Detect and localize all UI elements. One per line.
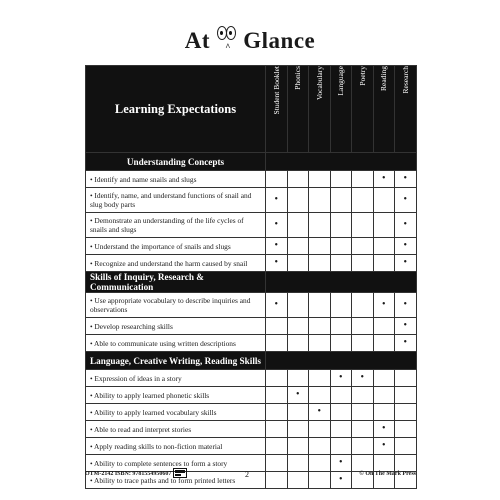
empty-cell bbox=[395, 370, 417, 387]
empty-cell bbox=[373, 387, 395, 404]
section-title: Skills of Inquiry, Research & Communication bbox=[86, 272, 266, 293]
check-mark-cell: • bbox=[373, 293, 395, 318]
check-mark-cell: • bbox=[266, 255, 288, 272]
empty-cell bbox=[309, 438, 331, 455]
empty-cell bbox=[395, 455, 417, 472]
empty-cell bbox=[373, 318, 395, 335]
empty-cell bbox=[266, 370, 288, 387]
page-number: 2 bbox=[245, 470, 249, 479]
check-mark-cell: • bbox=[395, 293, 417, 318]
empty-cell bbox=[330, 293, 352, 318]
check-mark-cell: • bbox=[373, 421, 395, 438]
empty-cell bbox=[266, 404, 288, 421]
empty-cell bbox=[266, 438, 288, 455]
empty-cell bbox=[330, 188, 352, 213]
section-header-filler bbox=[266, 352, 417, 370]
empty-cell bbox=[330, 387, 352, 404]
empty-cell bbox=[309, 171, 331, 188]
expectation-text: • Identify, name, and understand functions of snail and slug body parts bbox=[86, 188, 266, 213]
empty-cell bbox=[330, 404, 352, 421]
empty-cell bbox=[330, 238, 352, 255]
header-row bbox=[86, 66, 417, 153]
empty-cell bbox=[352, 188, 374, 213]
empty-cell bbox=[352, 455, 374, 472]
check-mark-cell: • bbox=[309, 404, 331, 421]
empty-cell bbox=[287, 188, 309, 213]
empty-cell bbox=[309, 335, 331, 352]
empty-cell bbox=[287, 318, 309, 335]
expectation-text: • Able to communicate using written descriptions bbox=[86, 335, 266, 352]
expectation-text: • Demonstrate an understanding of the life cycles of snails and slugs bbox=[86, 213, 266, 238]
empty-cell bbox=[266, 318, 288, 335]
expectation-text: • Develop researching skills bbox=[86, 318, 266, 335]
empty-cell bbox=[287, 335, 309, 352]
empty-cell bbox=[309, 387, 331, 404]
table-row bbox=[86, 255, 417, 272]
header-reading: Reading bbox=[373, 66, 395, 153]
check-mark-cell: • bbox=[266, 238, 288, 255]
empty-cell bbox=[266, 171, 288, 188]
page-title bbox=[0, 26, 500, 54]
empty-cell bbox=[352, 421, 374, 438]
empty-cell bbox=[309, 455, 331, 472]
table-row bbox=[86, 404, 417, 421]
googly-eyes-icon bbox=[217, 26, 237, 40]
empty-cell bbox=[287, 238, 309, 255]
table-row bbox=[86, 370, 417, 387]
expectation-text: • Apply reading skills to non-fiction material bbox=[86, 438, 266, 455]
table-row bbox=[86, 387, 417, 404]
empty-cell bbox=[352, 255, 374, 272]
check-mark-cell: • bbox=[395, 171, 417, 188]
expectation-text: • Ability to trace paths and to form printed letters bbox=[86, 472, 266, 489]
empty-cell bbox=[395, 421, 417, 438]
empty-cell bbox=[352, 335, 374, 352]
table-row bbox=[86, 335, 417, 352]
empty-cell bbox=[373, 455, 395, 472]
check-mark-cell: • bbox=[395, 238, 417, 255]
table-row bbox=[86, 213, 417, 238]
table-row bbox=[86, 238, 417, 255]
empty-cell bbox=[373, 255, 395, 272]
check-mark-cell: • bbox=[395, 188, 417, 213]
table-body bbox=[86, 153, 417, 489]
header-vocabulary: Vocabulary bbox=[309, 66, 331, 153]
title-word-glance: Glance bbox=[243, 28, 316, 53]
section-header-row bbox=[86, 272, 417, 293]
empty-cell bbox=[287, 455, 309, 472]
header-phonics: Phonics bbox=[287, 66, 309, 153]
empty-cell bbox=[266, 455, 288, 472]
check-mark-cell: • bbox=[352, 370, 374, 387]
empty-cell bbox=[287, 293, 309, 318]
check-mark-cell: • bbox=[266, 213, 288, 238]
check-mark-cell: • bbox=[287, 387, 309, 404]
check-mark-cell: • bbox=[266, 188, 288, 213]
publisher-logo-icon bbox=[173, 468, 187, 478]
empty-cell bbox=[395, 404, 417, 421]
expectation-text: • Identify and name snails and slugs bbox=[86, 171, 266, 188]
empty-cell bbox=[266, 335, 288, 352]
empty-cell bbox=[373, 335, 395, 352]
empty-cell bbox=[352, 387, 374, 404]
empty-cell bbox=[309, 213, 331, 238]
check-mark-cell: • bbox=[330, 472, 352, 489]
nose-icon: ^ bbox=[225, 42, 231, 52]
expectation-text: • Understand the importance of snails and slugs bbox=[86, 238, 266, 255]
empty-cell bbox=[309, 370, 331, 387]
empty-cell bbox=[287, 438, 309, 455]
empty-cell bbox=[373, 370, 395, 387]
empty-cell bbox=[309, 238, 331, 255]
empty-cell bbox=[373, 188, 395, 213]
header-language: Language bbox=[330, 66, 352, 153]
footer-copyright: © On The Mark Press bbox=[359, 471, 416, 477]
empty-cell bbox=[309, 188, 331, 213]
empty-cell bbox=[395, 387, 417, 404]
empty-cell bbox=[287, 370, 309, 387]
table-row bbox=[86, 293, 417, 318]
section-title: Language, Creative Writing, Reading Skills bbox=[86, 352, 266, 370]
expectation-text: • Able to read and interpret stories bbox=[86, 421, 266, 438]
table-row bbox=[86, 188, 417, 213]
expectation-text: • Recognize and understand the harm caused by snail bbox=[86, 255, 266, 272]
empty-cell bbox=[373, 213, 395, 238]
empty-cell bbox=[352, 238, 374, 255]
empty-cell bbox=[330, 335, 352, 352]
table-row bbox=[86, 318, 417, 335]
empty-cell bbox=[330, 318, 352, 335]
empty-cell bbox=[352, 171, 374, 188]
expectation-text: • Ability to apply learned phonetic skills bbox=[86, 387, 266, 404]
empty-cell bbox=[352, 318, 374, 335]
empty-cell bbox=[373, 404, 395, 421]
empty-cell bbox=[395, 438, 417, 455]
expectation-text: • Ability to complete sentences to form a story bbox=[86, 455, 266, 472]
check-mark-cell: • bbox=[266, 293, 288, 318]
empty-cell bbox=[287, 472, 309, 489]
check-mark-cell: • bbox=[373, 438, 395, 455]
section-header-row bbox=[86, 352, 417, 370]
empty-cell bbox=[287, 171, 309, 188]
title-word-at: At bbox=[184, 28, 211, 53]
header-poetry: Poetry bbox=[352, 66, 374, 153]
empty-cell bbox=[309, 421, 331, 438]
empty-cell bbox=[373, 238, 395, 255]
header-student-booklet: Student Booklet bbox=[266, 66, 288, 153]
empty-cell bbox=[287, 421, 309, 438]
expectation-text: • Use appropriate vocabulary to describe inquiries and observations bbox=[86, 293, 266, 318]
empty-cell bbox=[287, 404, 309, 421]
empty-cell bbox=[330, 213, 352, 238]
empty-cell bbox=[309, 318, 331, 335]
empty-cell bbox=[309, 255, 331, 272]
check-mark-cell: • bbox=[330, 455, 352, 472]
empty-cell bbox=[352, 213, 374, 238]
empty-cell bbox=[330, 171, 352, 188]
empty-cell bbox=[330, 421, 352, 438]
empty-cell bbox=[287, 255, 309, 272]
empty-cell bbox=[309, 472, 331, 489]
empty-cell bbox=[330, 255, 352, 272]
check-mark-cell: • bbox=[395, 335, 417, 352]
check-mark-cell: • bbox=[330, 370, 352, 387]
empty-cell bbox=[287, 213, 309, 238]
table-row bbox=[86, 455, 417, 472]
section-title: Understanding Concepts bbox=[86, 153, 266, 171]
empty-cell bbox=[352, 293, 374, 318]
empty-cell bbox=[266, 421, 288, 438]
expectation-text: • Expression of ideas in a story bbox=[86, 370, 266, 387]
section-header-filler bbox=[266, 153, 417, 171]
empty-cell bbox=[266, 472, 288, 489]
table-row bbox=[86, 421, 417, 438]
section-header-row bbox=[86, 153, 417, 171]
empty-cell bbox=[330, 438, 352, 455]
empty-cell bbox=[352, 404, 374, 421]
expectations-table bbox=[85, 65, 417, 489]
header-learning-expectations: Learning Expectations bbox=[86, 66, 266, 153]
section-header-filler bbox=[266, 272, 417, 293]
empty-cell bbox=[266, 387, 288, 404]
header-research: Research bbox=[395, 66, 417, 153]
empty-cell bbox=[352, 438, 374, 455]
table-row bbox=[86, 438, 417, 455]
table-row bbox=[86, 171, 417, 188]
check-mark-cell: • bbox=[373, 171, 395, 188]
check-mark-cell: • bbox=[395, 255, 417, 272]
footer-isbn: OTM-2142 ISBN: 9781554950607 bbox=[85, 471, 172, 477]
check-mark-cell: • bbox=[395, 213, 417, 238]
empty-cell bbox=[309, 293, 331, 318]
check-mark-cell: • bbox=[395, 318, 417, 335]
expectation-text: • Ability to apply learned vocabulary skills bbox=[86, 404, 266, 421]
